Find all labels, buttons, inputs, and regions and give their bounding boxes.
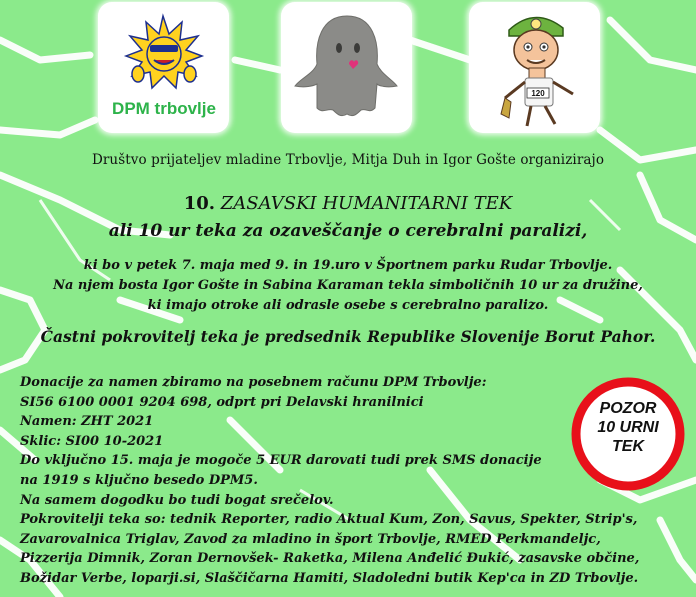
warning-line: POZOR [599, 400, 657, 417]
donations-line: Pokrovitelji teka so: tednik Reporter, radio Aktual Kum, Zon, Savus, Spekter, Strip's, [20, 512, 638, 528]
organizers-line: Društvo prijateljev mladine Trbovlje, Mitja Duh in Igor Gošte organizirajo [91, 152, 605, 168]
donations-line: Namen: ZHT 2021 [20, 414, 154, 430]
warning-sign-text [570, 399, 686, 456]
event-title [0, 193, 696, 214]
donations-line: Do vključno 15. maja je mogoče 5 EUR darovati tudi prek SMS donacije [20, 453, 542, 469]
dpm-logo-card [98, 2, 229, 133]
runner-logo-card [469, 2, 600, 133]
patron-line: Častni pokrovitelj teka je predsednik Republike Slovenije Borut Pahor. [40, 327, 656, 346]
runner-caricature-icon [469, 2, 600, 133]
warning-line: TEK [612, 438, 644, 455]
event-details [0, 256, 696, 316]
donations-line: Pizzerija Dimnik, Zoran Dernovšek- Raketka, Milena Anđelić Đukić, zasavske občine, [20, 551, 640, 567]
event-edition-number: 10. [183, 193, 216, 214]
details-line: ki imajo otroke ali odrasle osebe s cerebralno paralizo. [147, 298, 549, 313]
donations-line: Božidar Verbe, loparji.si, Slaščičarna Hamiti, Sladoledni butik Kep'ca in ZD Trbovlje. [20, 570, 639, 586]
details-line: ki bo v petek 7. maja med 9. in 19.uro v Športnem parku Rudar Trbovlje. [83, 258, 613, 273]
donations-line: Sklic: SI00 10-2021 [20, 433, 164, 449]
details-line: Na njem bosta Igor Gošte in Sabina Karaman tekla simboličnih 10 ur za družine, [53, 278, 643, 293]
warning-line: 10 URNI [597, 419, 659, 436]
sun-mascot-icon [98, 2, 229, 133]
dpm-logo-text: DPM trbovlje [112, 99, 216, 118]
donations-line: SI56 6100 0001 9204 698, odprt pri Delavski hranilnici [20, 394, 424, 410]
event-subtitle: ali 10 ur teka za ozaveščanje o cerebralni paralizi, [108, 221, 588, 241]
donations-line: Na samem dogodku bo tudi bogat srečelov. [20, 492, 334, 508]
ghost-icon [281, 2, 412, 133]
donations-line: na 1919 s ključno besedo DPM5. [20, 472, 258, 488]
donations-line: Donacije za namen zbiramo na posebnem računu DPM Trbovlje: [20, 375, 487, 390]
ghost-logo-card [281, 2, 412, 133]
donations-line: Zavarovalnica Triglav, Zavod za mladino in šport Trbovlje, RMED Perkmandeljc, [20, 531, 601, 547]
runner-bib-number: 120 [531, 89, 545, 98]
event-title-text: ZASAVSKI HUMANITARNI TEK [220, 193, 513, 214]
